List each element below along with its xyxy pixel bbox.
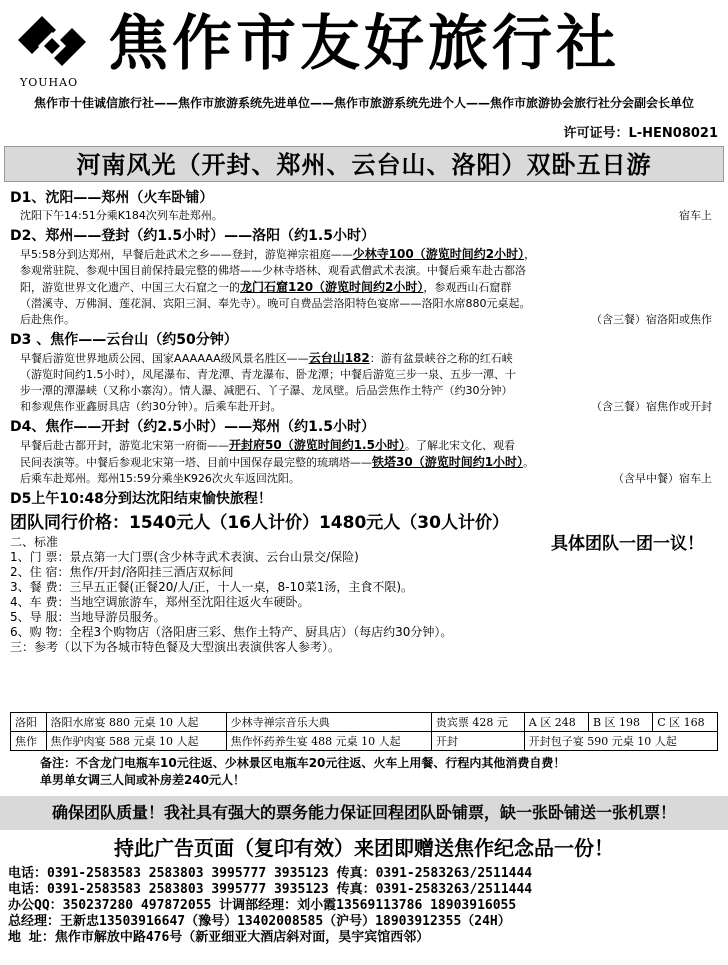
day-text: 民间表演等。中餐后参观北宋第一塔、目前中国保存最完整的琉璃塔——: [20, 456, 372, 469]
table-row: [11, 732, 718, 751]
day-title: D3 、焦作——云台山（约50分钟）: [10, 332, 238, 348]
table-cell: A 区 248: [524, 713, 588, 732]
table-cell: 焦作怀药养生宴 488 元桌 10 人起: [226, 732, 431, 751]
day-text: （游览时间约1.5小时），凤尾瀑布、青龙潭、青龙瀑布、卧龙潭；中餐后游览三步一泉、五步一潭、十: [20, 368, 516, 381]
standard-item: 二、标准: [10, 535, 59, 549]
table-row: [11, 713, 718, 732]
day-body: [20, 437, 720, 487]
d5-arrival: D5上午10:48分到达沈阳结束愉快旅程！: [10, 491, 272, 507]
tour-title: 河南风光（开封、郑州、云台山、洛阳）双卧五日游: [76, 151, 652, 179]
tour-banner: [4, 146, 724, 182]
lodging-note: （含三餐）宿洛阳或焦作: [591, 313, 712, 326]
contact-line: 电话：0391-2583583 2583803 3995777 3935123 传真：0391-2583263/2511444: [8, 866, 533, 881]
contact-line: 地 址：焦作市解放中路476号（新亚细亚大酒店斜对面，昊宇宾馆西邻）: [8, 930, 430, 945]
quality-guarantee: [0, 796, 728, 830]
day-text: 和参观焦作亚鑫厨具店（约30分钟）。后乘车赴开封。: [20, 400, 282, 413]
table-cell: 开封包子宴 590 元桌 10 人起: [524, 732, 717, 751]
highlight-attraction: 云台山182: [308, 351, 370, 365]
lodging-note: （含三餐）宿焦作或开封: [591, 400, 712, 413]
contact-line: 总经理：王新忠13503916647（豫号）13402008585（沪号）18903912355（24H）: [8, 914, 511, 929]
remark-line: 单男单女调三人间或补房差240元人！: [40, 773, 246, 787]
table-cell: 焦作: [11, 732, 47, 751]
table-cell: 洛阳: [11, 713, 47, 732]
table-cell: 少林寺禅宗音乐大典: [226, 713, 431, 732]
license-number: 许可证号：L-HEN08021: [563, 126, 718, 141]
gift-offer: 持此广告页面（复印有效）来团即赠送焦作纪念品一份！: [114, 836, 614, 860]
day-body: [20, 350, 720, 415]
day-text: （潜溪寺、万佛洞、莲花洞、宾阳三洞、奉先寺）。晚可自费品尝洛阳特色宴席——洛阳水席880元桌起。: [20, 297, 531, 310]
standard-item: 5、导 服：当地导游员服务。: [10, 610, 166, 624]
logo-icon: [8, 6, 98, 76]
remark-line: 备注：不含龙门电瓶车10元往返、少林景区电瓶车20元往返、火车上用餐、行程内其他消费自费！: [40, 756, 566, 770]
header: [0, 0, 728, 92]
day-body: [20, 246, 720, 328]
day-text: 沈阳下午14:51分乘K184次列车赴郑州。: [20, 209, 223, 222]
lodging-note: 宿车上: [679, 209, 712, 222]
contact-line: 办公QQ：350237280 497872055 计调部经理：刘小霞13569113786 18903916055: [8, 898, 517, 913]
day-text: 参观常驻院、参观中国目前保持最完整的佛塔——少林寺塔林、观看武僧武术表演。中餐后乘车赴古都洛: [20, 264, 526, 277]
day-text: 后赴焦作。: [20, 313, 75, 326]
group-price: 团队同行价格：1540元人（16人计价）1480元人（30人计价）: [10, 513, 509, 533]
standard-item: 2、住 宿：焦作/开封/洛阳挂三酒店双标间: [10, 565, 234, 579]
day-text: 。了解北宋文化、观看: [404, 439, 515, 452]
day-text: ，: [524, 248, 536, 261]
day-body: [20, 208, 720, 224]
table-cell: B 区 198: [588, 713, 652, 732]
standard-item: 3、餐 费：三早五正餐(正餐20/人/正，十人一桌，8-10菜1汤，主食不限)。: [10, 580, 414, 594]
standard-item: 4、车 费：当地空调旅游车，郑州至沈阳往返火车硬卧。: [10, 595, 310, 609]
day-text: ，参观西山石窟群: [423, 281, 512, 294]
day-title: D1、沈阳——郑州（火车卧铺）: [10, 190, 214, 206]
itinerary: [10, 188, 720, 655]
remarks: [40, 755, 720, 789]
contact-info: [8, 866, 722, 946]
day-text: 步一潭的潭瀑峡（又称小寨沟）。情人瀑、减肥石、丫子瀑、龙凤壁。后品尝焦作土特产（约30分钟）: [20, 384, 513, 397]
day-title: D2、郑州——登封（约1.5小时）——洛阳（约1.5小时）: [10, 228, 375, 244]
guarantee-text: 确保团队质量！我社具有强大的票务能力保证回程团队卧铺票，缺一张卧铺送一张机票！: [51, 803, 676, 822]
day-text: 早餐后游览世界地质公园、国家AAAAAA级风景名胜区——: [20, 352, 309, 365]
day-title: D4、焦作——开封（约2.5小时）——郑州（约1.5小时）: [10, 419, 375, 435]
standard-item: 1、门 票：景点第一大门票(含少林寺武术表演、云台山景交/保险): [10, 550, 359, 564]
standards-list: [10, 535, 720, 655]
day-text: 后乘车赴郑州。郑州15:59分乘坐K926次火车返回沈阳。: [20, 472, 300, 485]
company-name: 焦作市友好旅行社: [108, 9, 620, 79]
contact-line: 电话：0391-2583583 2583803 3995777 3935123 传真：0391-2583263/2511444: [8, 882, 533, 897]
standard-item: 三：参考（以下为各城市特色餐及大型演出表演供客人参考）。: [10, 640, 341, 654]
day-text: 早5:58分到达郑州，早餐后赴武术之乡——登封，游览禅宗祖庭——: [20, 248, 353, 261]
table-cell: 焦作驴肉宴 588 元桌 10 人起: [46, 732, 226, 751]
table-cell: 开封: [431, 732, 524, 751]
table-cell: C 区 168: [653, 713, 718, 732]
group-negotiation-note: 具体团队一团一议！: [551, 534, 704, 554]
day-text: 阳，游览世界文化遗产、中国三大石窟之一的: [20, 281, 240, 294]
highlight-attraction: 龙门石窟120（游览时间约2小时）: [240, 280, 424, 294]
highlight-attraction: 少林寺100（游览时间约2小时）: [352, 247, 525, 261]
table-cell: 洛阳水席宴 880 元桌 10 人起: [46, 713, 226, 732]
company-logo: [8, 6, 98, 89]
lodging-note: （含早中餐）宿车上: [613, 472, 712, 485]
highlight-attraction: 铁塔30（游览时间约1小时）: [372, 455, 524, 469]
reference-fee-table: [10, 712, 718, 751]
logo-text: YOUHAO: [20, 76, 79, 89]
standard-item: 6、购 物：全程3个购物店（洛阳唐三彩、焦作土特产、厨具店）（每店约30分钟）。: [10, 625, 453, 639]
day-text: ：游有盆景峡谷之称的红石峡: [369, 352, 513, 365]
day-text: 。: [523, 456, 535, 469]
table-cell: 贵宾票 428 元: [431, 713, 524, 732]
day-text: 早餐后赴古都开封，游览北宋第一府衙——: [20, 439, 229, 452]
highlight-attraction: 开封府50（游览时间约1.5小时）: [229, 438, 405, 452]
honors-line: 焦作市十佳诚信旅行社——焦作市旅游系统先进单位——焦作市旅游系统先进个人——焦作市旅游协会旅行社分会副会长单位: [33, 96, 694, 110]
